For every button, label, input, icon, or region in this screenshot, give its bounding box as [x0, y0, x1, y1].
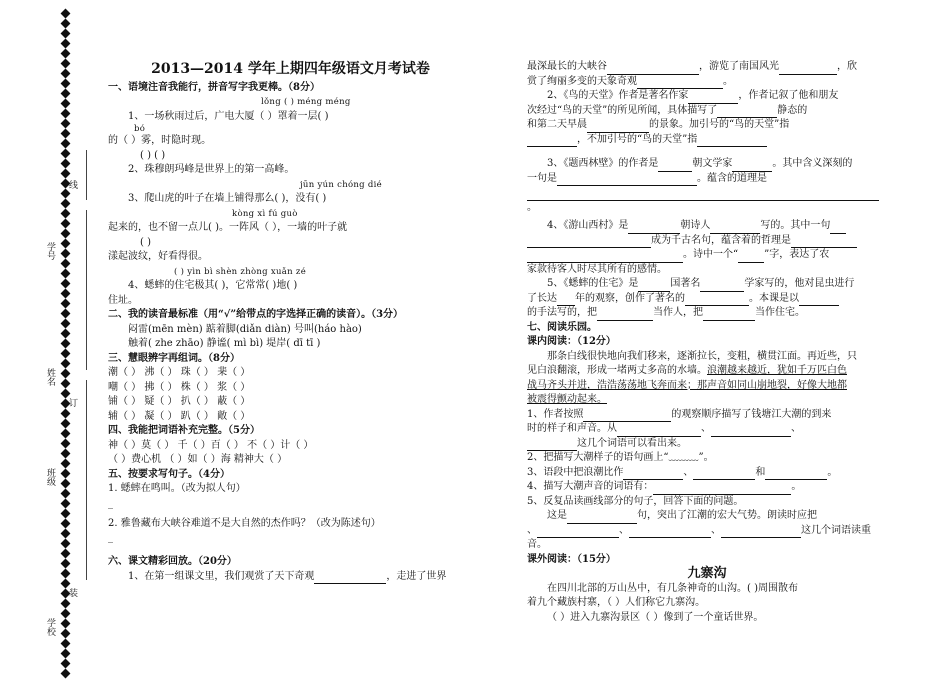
- question-text: 起来的，也不留一点儿( )。一阵风（ ），一墙的叶子就: [108, 222, 348, 233]
- diamond-mark: [61, 109, 71, 119]
- diamond-mark: [61, 619, 71, 629]
- diamond-mark: [61, 439, 71, 449]
- passage-text: （ ）进入九寨沟景区（ ）像到了一个童话世界。: [547, 611, 764, 623]
- question-text: 一句是 。蕴含的道理是: [527, 172, 887, 187]
- question-text: 住址。: [108, 294, 138, 306]
- binding-line: [86, 210, 87, 370]
- sentence-question: 1. 蟋蟀在鸣叫。（改为拟人句）: [108, 483, 246, 494]
- diamond-mark: [61, 549, 71, 559]
- answer-blank[interactable]: [527, 236, 651, 248]
- diamond-mark: [61, 319, 71, 329]
- diamond-mark: [61, 129, 71, 139]
- diamond-mark: [61, 409, 71, 419]
- answer-blank[interactable]: [628, 222, 680, 234]
- passage-text: 那条白线很快地向我们移来，逐渐拉长，变粗，横贯江面。再近些，只: [547, 350, 857, 362]
- answer-blank[interactable]: [638, 280, 670, 292]
- diamond-mark: [61, 69, 71, 79]
- reading-options-row: 触着( zhe zhāo) 静谧( mì bì) 堤岸( dī tī ): [128, 338, 321, 349]
- answer-blank[interactable]: [587, 121, 649, 133]
- question-text: 5、《蟋蟀的住宅》是 国著名 学家写的，他对昆虫进行: [527, 277, 887, 292]
- question-text: 1、一场秋雨过后，广电大厦（ ）罩着一层( ): [128, 110, 329, 122]
- answer-blank[interactable]: [685, 294, 749, 306]
- story-title: 九寨沟: [687, 566, 727, 581]
- diamond-mark: [61, 149, 71, 159]
- reading-question: 这几个词语可以看出来。: [527, 437, 887, 452]
- reading-question: 时的样子和声音。从 、 、: [527, 422, 887, 437]
- diamond-mark: [61, 649, 71, 659]
- diamond-mark: [61, 419, 71, 429]
- reading-question: 、 、 、 这几个词语读重: [527, 524, 887, 539]
- answer-blank[interactable]: [597, 309, 653, 321]
- diamond-mark: [61, 9, 71, 19]
- diamond-mark: [61, 489, 71, 499]
- answer-blank[interactable]: [700, 280, 744, 292]
- diamond-mark: [61, 199, 71, 209]
- answer-blank[interactable]: [711, 425, 791, 437]
- diamond-mark: [61, 119, 71, 129]
- diamond-mark: [61, 249, 71, 259]
- diamond-mark: [61, 99, 71, 109]
- reading-question: 1、作者按照 的观察顺序描写了钱塘江大潮的到来: [527, 408, 887, 423]
- diamond-mark: [61, 359, 71, 369]
- answer-blank[interactable]: [703, 309, 755, 321]
- binding-mark-xian: 线: [67, 180, 77, 189]
- diamond-mark: [61, 669, 71, 679]
- reading-question: 4、描写大潮声音的词语有： 。: [527, 480, 887, 495]
- diamond-mark: [61, 79, 71, 89]
- diamond-mark: [61, 539, 71, 549]
- binding-line: [86, 150, 87, 200]
- diamond-mark: [61, 289, 71, 299]
- reading-question: 这是 句，突出了江潮的宏大气势。朗读时应把: [527, 509, 887, 524]
- diamond-mark: [61, 219, 71, 229]
- diamond-mark: [61, 469, 71, 479]
- left-column: [108, 62, 473, 584]
- diamond-mark: [61, 629, 71, 639]
- section-1-heading: 一、语境注音我能行，拼音写字我更棒。（8分）: [108, 81, 320, 93]
- sentence-question: 2. 雅鲁藏布大峡谷难道不是大自然的杰作吗？（改为陈述句）: [108, 517, 381, 529]
- reading-question: 3、语段中把浪潮比作 、 和 。: [527, 466, 887, 481]
- question-text: 4、蟋蟀的住宅极其( )，它常常( )地( ): [128, 280, 298, 291]
- passage-text: 见白浪翻滚，形成一堵两丈多高的水墙。浪潮越来越近，犹如千万匹白色: [527, 365, 847, 376]
- reading-question: 音。: [527, 539, 547, 550]
- diamond-mark: [61, 499, 71, 509]
- diamond-mark: [61, 379, 71, 389]
- answer-blank[interactable]: [623, 468, 683, 480]
- diamond-mark: [61, 519, 71, 529]
- question-text: 3、爬山虎的叶子在墙上铺得那么( )，没有( ): [128, 193, 327, 204]
- answer-blank[interactable]: [583, 410, 671, 422]
- answer-blank[interactable]: [693, 468, 755, 480]
- diamond-mark: [61, 39, 71, 49]
- reading-options-row: 闷雷(mēn mèn) 踮着脚(diǎn diàn) 号叫(háo hào): [128, 323, 362, 335]
- diamond-mark: [61, 459, 71, 469]
- question-text: 。诗中一个“ ”字，表达了农: [527, 248, 887, 263]
- binding-mark-zhuang: 装: [67, 588, 77, 597]
- in-class-reading-heading: 课内阅读：（12分）: [527, 336, 616, 347]
- pinyin-line: bó: [134, 124, 146, 134]
- diamond-mark: [61, 349, 71, 359]
- diamond-mark: [61, 209, 71, 219]
- answer-blank[interactable]: [567, 512, 637, 524]
- answer-blanks: ( ): [140, 236, 151, 248]
- answer-blank[interactable]: [314, 572, 386, 584]
- answer-blank[interactable]: [557, 294, 575, 306]
- reading-question: 2、把描写大潮样子的语句画上“﹏﹏﹏”。: [527, 452, 714, 463]
- question-text: 漾起波纹，好看得很。: [108, 251, 208, 262]
- answer-blank[interactable]: [557, 174, 697, 186]
- binding-mark-ding: 订: [67, 398, 77, 407]
- extracurricular-reading-heading: 课外阅读：（15分）: [527, 553, 616, 565]
- question-text: 的手法写的，把 当作人，把 当作住宅。: [527, 306, 887, 321]
- diamond-mark: [61, 509, 71, 519]
- question-text: 赏了绚丽多变的天象奇观 。: [527, 75, 887, 90]
- answer-blank[interactable]: [658, 160, 692, 172]
- question-text: 了长达 年的观察，创作了著名的 。本课是以: [527, 292, 887, 307]
- answer-line: _: [108, 532, 113, 543]
- reading-question: 5、反复品读画线部分的句子，回答下面的问题。: [527, 495, 744, 507]
- question-text: 。: [527, 186, 887, 215]
- answer-blank[interactable]: [607, 63, 699, 75]
- diamond-mark: [61, 339, 71, 349]
- diamond-mark: [61, 49, 71, 59]
- section-5-heading: 五、按要求写句子。（4分）: [108, 468, 230, 480]
- question-text: 1、在第一组课文里，我们观赏了天下奇观 ，走进了世界: [108, 570, 473, 585]
- pinyin-line: lǒng ( ) méng méng: [261, 97, 351, 107]
- diamond-mark: [61, 389, 71, 399]
- section-4-heading: 四、我能把词语补充完整。（5分）: [108, 425, 260, 436]
- question-text: ，不加引号的“鸟的天堂”指: [527, 133, 887, 148]
- diamond-mark: [61, 299, 71, 309]
- section-2-heading: 二、我的读音最标准（用“√”给带点的字选择正确的读音）。（3分）: [108, 309, 404, 320]
- char-row: 嘲（ ） 拂（ ） 株（ ） 浆（ ）: [108, 381, 251, 393]
- answer-blank[interactable]: [527, 251, 683, 263]
- question-text: 最深最长的大峡谷 ，游览了南国风光 ，欣: [527, 60, 887, 75]
- diamond-mark: [61, 169, 71, 179]
- section-6-heading: 六、课文精彩回放。（20分）: [108, 556, 237, 567]
- question-text: 2、珠穆朗玛峰是世界上的第一高峰。: [128, 164, 295, 175]
- diamond-mark: [61, 529, 71, 539]
- diamond-mark: [61, 639, 71, 649]
- right-column: [527, 60, 887, 625]
- answer-blank[interactable]: [732, 160, 772, 172]
- diamond-mark: [61, 329, 71, 339]
- char-row: 辅（ ） 凝（ ） 趴（ ） 敞（ ）: [108, 410, 251, 422]
- answer-blank[interactable]: [527, 439, 577, 451]
- answer-blank[interactable]: [710, 222, 760, 234]
- char-row: 铺（ ） 疑（ ） 扒（ ） 蔽（ ）: [108, 396, 251, 407]
- answer-blank[interactable]: [629, 526, 711, 538]
- passage-text: 在四川北部的万山丛中，有几条神奇的山沟。( )周围散布: [547, 582, 798, 594]
- answer-blank[interactable]: [688, 92, 738, 104]
- idiom-row: 神（ ）莫（ ） 千（ ）百（ ） 不（ ）计（ ）: [108, 439, 314, 451]
- answer-blank[interactable]: [617, 425, 701, 437]
- diamond-mark: [61, 369, 71, 379]
- name-label: 姓名: [45, 368, 55, 386]
- answer-blank[interactable]: [779, 63, 837, 75]
- diamond-mark: [61, 29, 71, 39]
- exam-title: 2013—2014 学年上期四年级语文月考试卷: [151, 61, 430, 77]
- question-text: 家款待客人时尽其所有的感情。: [527, 263, 667, 275]
- pinyin-line: ( ) yìn bì shèn zhòng xuǎn zé: [174, 266, 307, 277]
- answer-blank[interactable]: [791, 236, 857, 248]
- diamond-mark: [61, 239, 71, 249]
- diamond-mark: [61, 429, 71, 439]
- student-id-label: 学号: [45, 242, 55, 260]
- diamond-mark: [61, 279, 71, 289]
- answer-blank[interactable]: [721, 526, 801, 538]
- class-label: 班级: [45, 468, 55, 486]
- diamond-mark: [61, 139, 71, 149]
- diamond-mark: [61, 609, 71, 619]
- diamond-mark: [61, 659, 71, 669]
- diamond-mark: [61, 309, 71, 319]
- diamond-mark: [61, 189, 71, 199]
- binding-line: [86, 380, 87, 580]
- school-label: 学校: [45, 618, 55, 636]
- answer-blank[interactable]: [717, 106, 777, 118]
- answer-blank[interactable]: [765, 468, 827, 480]
- passage-text: 着九个藏族村寨，（ ）人们称它九寨沟。: [527, 597, 706, 608]
- answer-blanks: ( ) ( ): [140, 149, 166, 161]
- question-text: 2、《鸟的天堂》作者是著名作家 ，作者记叙了他和朋友: [527, 89, 887, 104]
- binding-diamond-border: [62, 10, 76, 680]
- section-3-heading: 三、慧眼辨字再组词。（8分）: [108, 352, 240, 364]
- char-row: 潮（ ） 沸（ ） 珠（ ） 棐（ ）: [108, 367, 251, 378]
- pinyin-line: jūn yún chóng dié: [300, 179, 382, 190]
- underlined-sentence: 被震得颤动起来。: [527, 394, 607, 405]
- diamond-mark: [61, 579, 71, 589]
- answer-blank[interactable]: [527, 135, 577, 147]
- answer-blank[interactable]: [738, 251, 764, 263]
- diamond-mark: [61, 159, 71, 169]
- diamond-mark: [61, 559, 71, 569]
- underlined-sentence: 浪潮越来越近，犹如千万匹白色: [707, 365, 847, 376]
- question-text: 3、《题西林壁》的作者是 朝文学家 。其中含义深刻的: [527, 157, 887, 172]
- section-7-heading: 七、阅读乐园。: [527, 321, 597, 333]
- answer-blank[interactable]: [527, 189, 879, 201]
- question-text: 的（ ）雾，时隐时现。: [108, 135, 212, 146]
- answer-blank[interactable]: [537, 526, 619, 538]
- answer-blank[interactable]: [697, 135, 767, 147]
- idiom-row: （ ）费心机 （ ）如（ ）海 精神大（ ）: [108, 454, 288, 465]
- diamond-mark: [61, 449, 71, 459]
- diamond-mark: [61, 259, 71, 269]
- pinyin-line: kòng xì fú guò: [232, 208, 298, 219]
- diamond-mark: [61, 569, 71, 579]
- diamond-mark: [61, 229, 71, 239]
- question-text: 和第二天早晨 的景象。加引号的“鸟的天堂”指: [527, 118, 887, 133]
- diamond-mark: [61, 59, 71, 69]
- answer-blank[interactable]: [653, 483, 791, 495]
- diamond-mark: [61, 479, 71, 489]
- question-text: 次经过“鸟的天堂”的所见所闻，具体描写了 静态的: [527, 104, 887, 119]
- answer-blank[interactable]: [637, 77, 723, 89]
- answer-blank[interactable]: [830, 222, 846, 234]
- diamond-mark: [61, 599, 71, 609]
- diamond-mark: [61, 269, 71, 279]
- underlined-sentence: 战马齐头并进，浩浩荡荡地飞奔而来；那声音如同山崩地裂，好像大地都: [527, 379, 847, 391]
- question-text: 成为千古名句，蕴含着的哲理是: [527, 234, 887, 249]
- diamond-mark: [61, 89, 71, 99]
- diamond-mark: [61, 19, 71, 29]
- question-text: 4、《游山西村》是 朝诗人 写的。其中一句: [527, 219, 887, 234]
- answer-line: _: [108, 497, 113, 509]
- answer-blank[interactable]: [799, 294, 839, 306]
